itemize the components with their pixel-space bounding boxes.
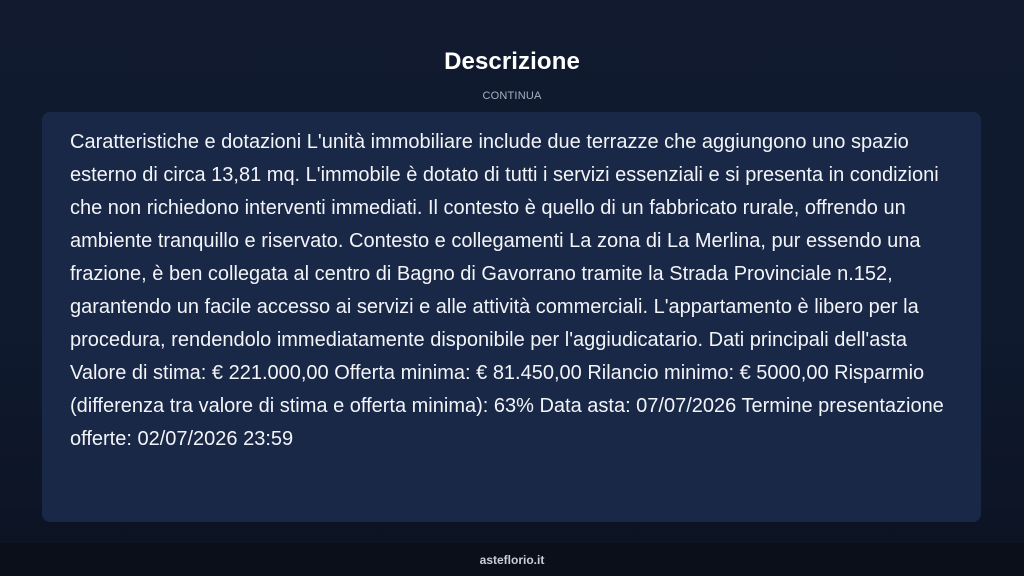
description-card (42, 112, 981, 522)
footer-brand: asteflorio.it (479, 553, 545, 567)
description-text: Caratteristiche e dotazioni L'unità immobiliare include due terrazze che aggiungono uno spazio esterno di circa 13,81 mq. L'immobile è dotato di tutti i servizi essenziali e si presenta in condizioni che non richiedono interventi immediati. Il contesto è quello di un fabbricato rurale, offrendo un ambiente tranquillo e riservato. Contesto e collegamenti La zona di La Merlina, pur essendo una frazione, è ben collegata al centro di Bagno di Gavorrano tramite la Strada Provinciale n.152, garantendo un facile accesso ai servizi e alle attività commerciali. L'appartamento è libero per la procedura, rendendolo immediatamente disponibile per l'aggiudicatario. Dati principali dell'asta Valore di stima: € 221.000,00 Offerta minima: € 81.450,00 Rilancio minimo: € 5000,00 Risparmio (differenza tra valore di stima e offerta minima): 63% Data asta: 07/07/2026 Termine presentazione offerte: 02/07/2026 23:59 (70, 131, 944, 450)
footer (0, 543, 1024, 576)
continua-link[interactable]: CONTINUA (482, 90, 542, 102)
page-title: Descrizione (444, 48, 580, 75)
